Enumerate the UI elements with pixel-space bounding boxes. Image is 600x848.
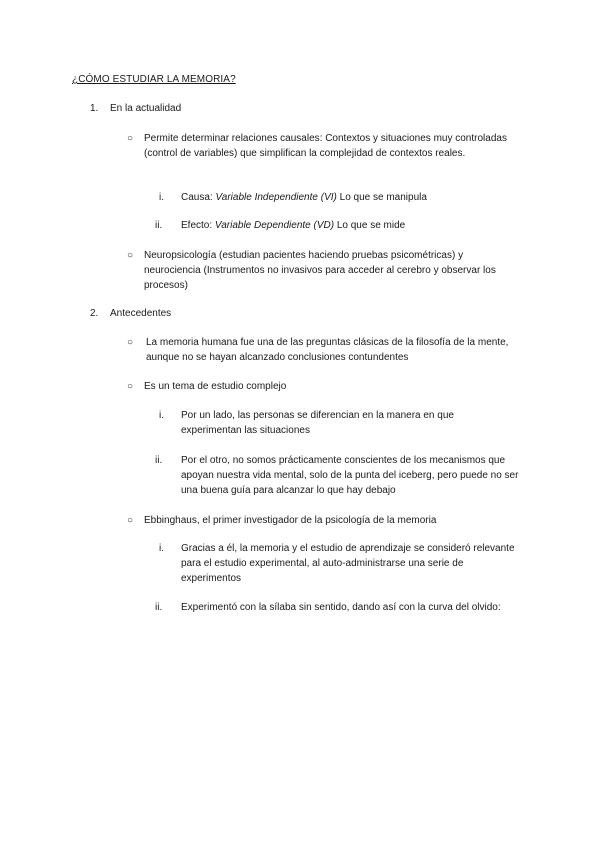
hollow-bullet-icon: ○	[127, 133, 134, 144]
section-2-item-1-text: La memoria humana fue una de las preguntas clásicas de la filosofía de la mente, aunque no se hayan alcanzado conclusiones contundentes	[146, 337, 509, 363]
roman-numeral-marker: ii.	[155, 220, 163, 231]
label-suffix: Lo que se mide	[336, 220, 406, 231]
section-2-item-3-text: Ebbinghaus, el primer investigador de la psicología de la memoria	[144, 515, 437, 526]
roman-numeral-marker: i.	[159, 192, 164, 203]
roman-numeral-marker: ii.	[155, 455, 163, 466]
hollow-bullet-icon: ○	[127, 337, 134, 348]
variable-name: Variable Dependiente (VD)	[214, 220, 335, 231]
hollow-bullet-icon: ○	[127, 515, 134, 526]
section-2-item-2-sub-2-text: Por el otro, no somos prácticamente conscientes de los mecanismos que apoyan nuestra vida mental, solo de la punta del iceberg, pero puede no ser una buena guía para alcanzar lo que hay debajo	[181, 455, 519, 496]
document-title: ¿CÓMO ESTUDIAR LA MEMORIA?	[72, 74, 236, 85]
variable-name: Variable Independiente (VI)	[215, 192, 337, 203]
section-2-number: 2.	[90, 308, 99, 319]
section-1-item-1-sub-1-text	[181, 190, 501, 205]
section-2-item-2-text: Es un tema de estudio complejo	[144, 381, 287, 392]
section-1-item-1-sub-2-text	[181, 218, 501, 233]
section-1-number: 1.	[90, 103, 99, 114]
label-prefix: Efecto:	[181, 220, 213, 231]
section-2-item-3-sub-2-text: Experimentó con la sílaba sin sentido, dando así con la curva del olvido:	[181, 602, 501, 613]
hollow-bullet-icon: ○	[127, 250, 134, 261]
section-1-item-1-text: Permite determinar relaciones causales: Contextos y situaciones muy controladas (control de variables) que simplifican la complejidad de contextos reales.	[144, 133, 507, 159]
section-2-heading: Antecedentes	[110, 308, 172, 319]
section-2-item-2-sub-1-text: Por un lado, las personas se diferencian en la manera en que experimentan las situaciones	[181, 410, 454, 436]
roman-numeral-marker: ii.	[155, 602, 163, 613]
hollow-bullet-icon: ○	[127, 381, 134, 392]
label-prefix: Causa:	[181, 192, 213, 203]
roman-numeral-marker: i.	[159, 543, 164, 554]
section-1-item-2-text: Neuropsicología (estudian pacientes haciendo pruebas psicométricas) y neurociencia (Instrumentos no invasivos para acceder al cerebro y observar los procesos)	[144, 250, 496, 291]
roman-numeral-marker: i.	[159, 410, 164, 421]
section-2-item-3-sub-1-text: Gracias a él, la memoria y el estudio de aprendizaje se consideró relevante para el estudio experimental, al auto-administrarse una serie de experimentos	[181, 543, 515, 584]
section-1-heading: En la actualidad	[110, 103, 182, 114]
label-suffix: Lo que se manipula	[339, 192, 427, 203]
